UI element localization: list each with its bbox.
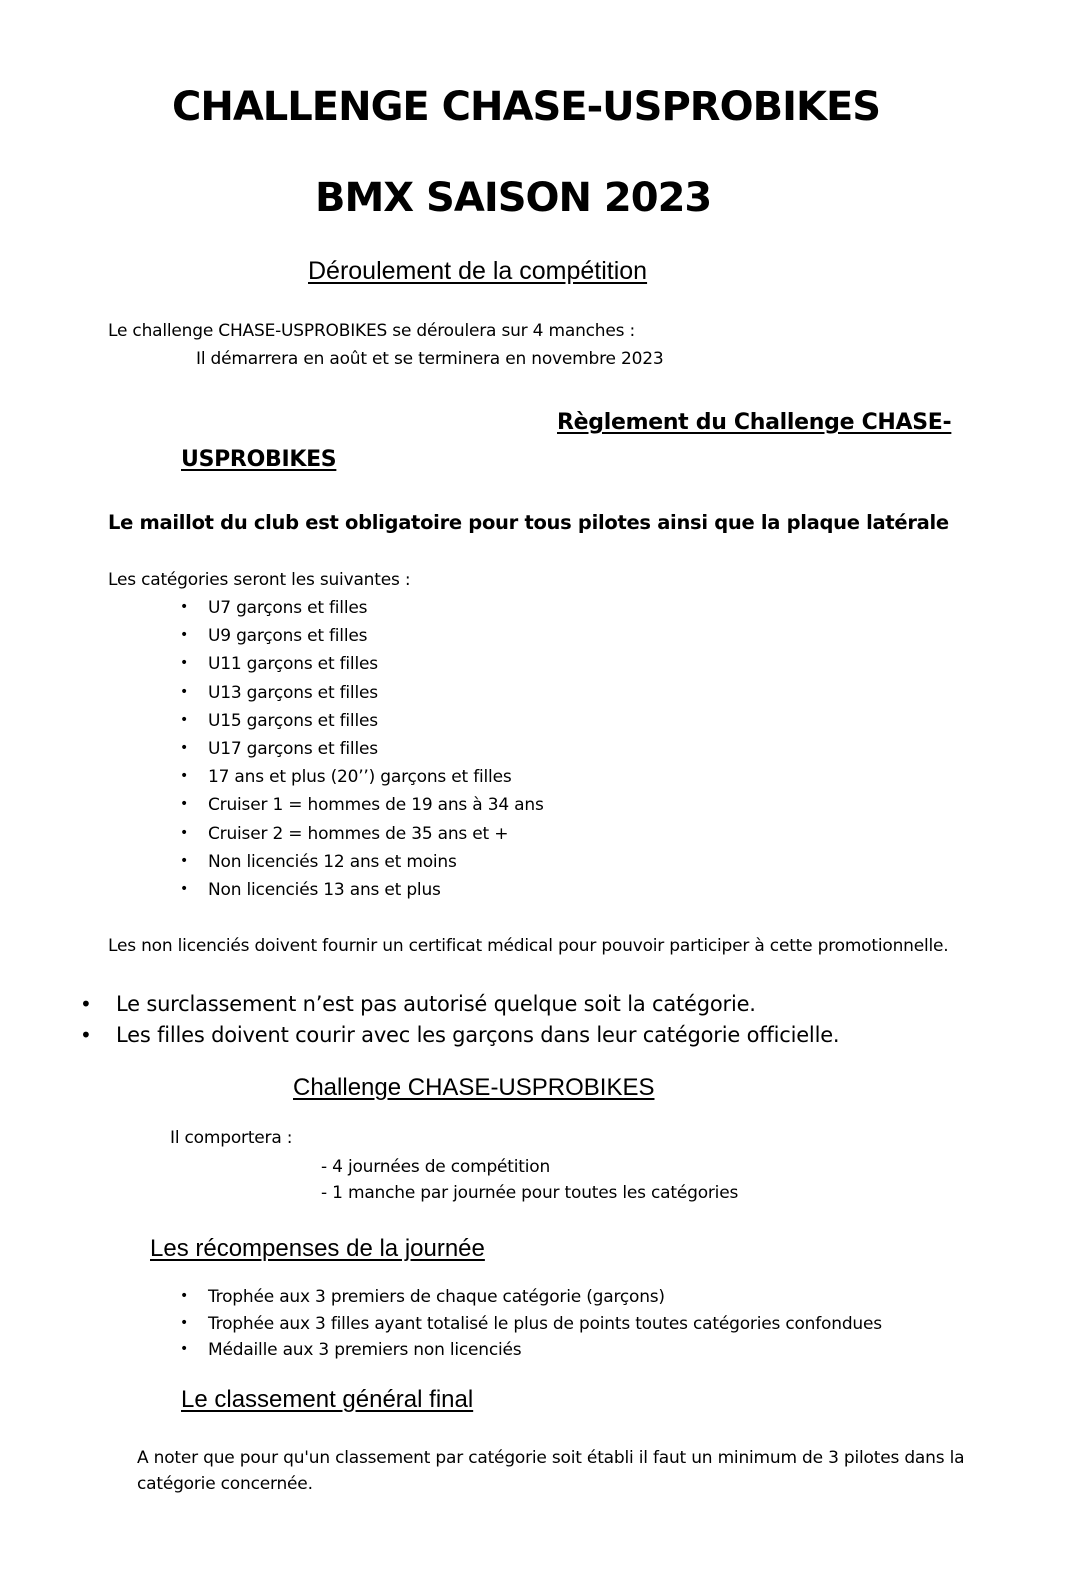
title-line-2: BMX SAISON 2023: [315, 175, 712, 221]
heading-challenge: Challenge CHASE-USPROBIKES: [293, 1074, 655, 1101]
bullet-icon: •: [180, 852, 189, 869]
heading-reglement-part-1: Règlement du Challenge CHASE-: [557, 410, 952, 435]
categories-intro: Les catégories seront les suivantes :: [108, 570, 411, 590]
challenge-item-1: - 4 journées de compétition: [321, 1157, 551, 1177]
bullet-icon: •: [80, 1023, 92, 1047]
certificate-note: Les non licenciés doivent fournir un certificat médical pour pouvoir participer à cette promotionnelle.: [108, 936, 949, 956]
list-item: • U15 garçons et filles: [180, 710, 378, 731]
challenge-item-2: - 1 manche par journée pour toutes les catégories: [321, 1183, 739, 1203]
deroulement-line-2: Il démarrera en août et se terminera en novembre 2023: [196, 349, 664, 369]
rewards-list: [180, 1287, 882, 1367]
list-item: • Médaille aux 3 premiers non licenciés: [180, 1340, 522, 1360]
list-item: • Les filles doivent courir avec les garçons dans leur catégorie officielle.: [80, 1023, 840, 1047]
list-item: • Le surclassement n’est pas autorisé quelque soit la catégorie.: [80, 992, 756, 1016]
title-line-1: CHALLENGE CHASE-USPROBIKES: [172, 84, 881, 130]
deroulement-line-1: Le challenge CHASE-USPROBIKES se déroulera sur 4 manches :: [108, 321, 636, 341]
list-item: • U13 garçons et filles: [180, 682, 378, 703]
challenge-intro: Il comportera :: [170, 1128, 293, 1148]
bullet-icon: •: [180, 1288, 189, 1304]
bullet-icon: •: [180, 1314, 189, 1331]
list-item: • Trophée aux 3 filles ayant totalisé le plus de points toutes catégories confondues: [180, 1313, 882, 1334]
bullet-icon: •: [180, 1341, 189, 1357]
bullet-icon: •: [80, 992, 92, 1016]
bullet-icon: •: [180, 768, 189, 785]
list-item: • U11 garçons et filles: [180, 654, 378, 675]
rules-list: [80, 992, 839, 1054]
list-item: • Non licenciés 13 ans et plus: [180, 879, 441, 900]
bullet-icon: •: [180, 599, 189, 615]
list-item: • Trophée aux 3 premiers de chaque catégorie (garçons): [180, 1287, 665, 1307]
heading-reglement-part-2: USPROBIKES: [181, 447, 337, 472]
list-item: • Cruiser 1 = hommes de 19 ans à 34 ans: [180, 795, 544, 816]
bullet-icon: •: [180, 627, 189, 644]
list-item: • 17 ans et plus (20’’) garçons et filles: [180, 767, 512, 788]
bullet-icon: •: [180, 655, 189, 672]
list-item: • U7 garçons et filles: [180, 598, 368, 618]
bullet-icon: •: [180, 824, 189, 841]
heading-classement: Le classement général final: [181, 1386, 474, 1413]
list-item: • Cruiser 2 = hommes de 35 ans et +: [180, 823, 509, 844]
list-item: • Non licenciés 12 ans et moins: [180, 851, 457, 872]
classement-note-line-2: catégorie concernée.: [137, 1474, 313, 1494]
bullet-icon: •: [180, 711, 189, 728]
categories-list: [180, 598, 544, 908]
jersey-notice: Le maillot du club est obligatoire pour tous pilotes ainsi que la plaque latérale: [108, 511, 949, 534]
heading-recompenses: Les récompenses de la journée: [150, 1235, 485, 1262]
list-item: • U17 garçons et filles: [180, 738, 378, 759]
bullet-icon: •: [180, 880, 189, 897]
classement-note-line-1: A noter que pour qu'un classement par catégorie soit établi il faut un minimum de 3 pilotes dans la: [137, 1448, 965, 1468]
bullet-icon: •: [180, 683, 189, 700]
list-item: • U9 garçons et filles: [180, 626, 368, 647]
heading-deroulement: Déroulement de la compétition: [308, 257, 648, 285]
bullet-icon: •: [180, 739, 189, 756]
bullet-icon: •: [180, 796, 189, 813]
